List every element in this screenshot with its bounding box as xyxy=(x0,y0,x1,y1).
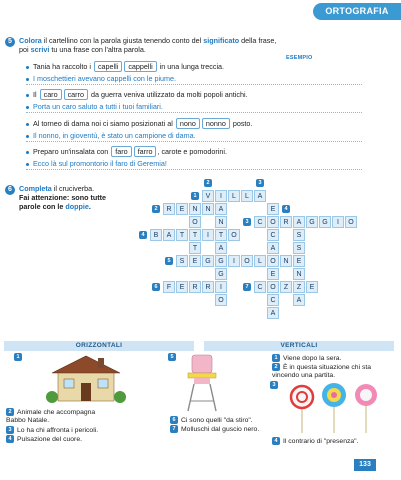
sentence-3: Al torneo di dama noi ci siamo posizionati al nono nonno posto. xyxy=(26,118,252,129)
crossword-cell[interactable]: G xyxy=(215,268,227,280)
crossword-cell[interactable]: C xyxy=(267,229,279,241)
crossword-cell[interactable]: A xyxy=(293,294,305,306)
crossword-cell[interactable]: A xyxy=(267,242,279,254)
crossword-clue-number: 4 xyxy=(282,205,290,213)
word-chip[interactable]: capelli xyxy=(94,61,122,72)
crossword-cell[interactable]: O xyxy=(267,216,279,228)
word-chip[interactable]: cappelli xyxy=(124,61,156,72)
crossword-cell[interactable]: R xyxy=(189,281,201,293)
crossword-cell[interactable]: R xyxy=(202,281,214,293)
crossword-cell[interactable]: E xyxy=(306,281,318,293)
vertical-clue-4: 4 Il contrario di "presenza". xyxy=(272,437,396,446)
crossword-cell[interactable]: G xyxy=(306,216,318,228)
crossword-cell[interactable]: I xyxy=(215,190,227,202)
vertical-clues-title: VERTICALI xyxy=(204,341,394,351)
highchair-icon xyxy=(184,353,220,413)
crossword-cell[interactable]: G xyxy=(202,255,214,267)
vertical-clue-1: 1 Viene dopo la sera. xyxy=(272,354,396,363)
crossword-cell[interactable]: F xyxy=(163,281,175,293)
crossword-clue-number: 7 xyxy=(243,283,251,291)
crossword-cell[interactable]: A xyxy=(293,216,305,228)
crossword-cell[interactable]: G xyxy=(215,255,227,267)
crossword-cell[interactable]: S xyxy=(293,242,305,254)
crossword-cell[interactable]: N xyxy=(189,203,201,215)
crossword-cell[interactable]: O xyxy=(189,216,201,228)
exercise-6-instructions: Completa il cruciverba. Fai attenzione: sono tutte parole con le doppie. xyxy=(19,184,107,211)
house-picture xyxy=(4,353,164,403)
crossword-cell[interactable]: S xyxy=(293,229,305,241)
crossword-cell[interactable]: E xyxy=(176,281,188,293)
sentence-4: Preparo un'insalata con faro farro , carote e pomodorini. xyxy=(26,146,227,157)
crossword-cell[interactable]: C xyxy=(254,216,266,228)
highchair-picture xyxy=(168,353,208,415)
answer-1: I moschettieri avevano cappelli con le piume. xyxy=(26,74,176,84)
crossword-clue-number: 2 xyxy=(152,205,160,213)
crossword-clue-number: 4 xyxy=(139,231,147,239)
word-chip[interactable]: farro xyxy=(134,146,157,157)
example-badge: ESEMPIO xyxy=(286,55,313,61)
crossword-cell[interactable]: T xyxy=(215,229,227,241)
horizontal-clues-title: ORIZZONTALI xyxy=(4,341,194,351)
crossword-cell[interactable]: O xyxy=(215,294,227,306)
crossword-cell[interactable]: I xyxy=(228,255,240,267)
sentence-2: Il caro carro da guerra veniva utilizzato da molti popoli antichi. xyxy=(26,89,248,100)
horizontal-clue-2: 2 Animale che accompagna Babbo Natale. xyxy=(6,408,96,425)
crossword-cell[interactable]: A xyxy=(215,242,227,254)
crossword-cell[interactable]: A xyxy=(215,203,227,215)
crossword-cell[interactable]: E xyxy=(176,203,188,215)
crossword-cell[interactable]: C xyxy=(254,281,266,293)
crossword-cell[interactable]: A xyxy=(267,307,279,319)
exercise-5-instructions: Colora il cartellino con la parola giusta tenendo conto del significato della frase, poi scrivi tu una frase con l'altra parola. xyxy=(19,36,277,54)
crossword-cell[interactable]: R xyxy=(280,216,292,228)
page-number: 133 xyxy=(354,459,376,471)
crossword-cell[interactable]: L xyxy=(241,190,253,202)
word-chip[interactable]: faro xyxy=(111,146,131,157)
crossword-cell[interactable]: T xyxy=(189,242,201,254)
crossword-cell[interactable]: I xyxy=(332,216,344,228)
crossword-cell[interactable]: V xyxy=(202,190,214,202)
word-chip[interactable]: nonno xyxy=(202,118,230,129)
crossword-clue-number: 3 xyxy=(256,179,264,187)
crossword-cell[interactable]: T xyxy=(189,229,201,241)
horizontal-clue-6: 6 Ci sono quelli "da stiro". xyxy=(170,416,270,425)
answer-2: Porta un caro saluto a tutti i tuoi familiari. xyxy=(26,102,163,112)
house-icon xyxy=(46,353,126,403)
crossword-cell[interactable]: B xyxy=(150,229,162,241)
crossword-clue-number: 5 xyxy=(165,257,173,265)
crossword-cell[interactable]: E xyxy=(267,268,279,280)
crossword-cell[interactable]: E xyxy=(189,255,201,267)
section-tag: ORTOGRAFIA xyxy=(313,3,401,20)
answer-3: Il nonno, in gioventù, è stato un campione di dama. xyxy=(26,131,196,141)
crossword-cell[interactable]: E xyxy=(267,203,279,215)
crossword-cell[interactable]: N xyxy=(215,216,227,228)
crossword-clue-number: 1 xyxy=(191,192,199,200)
word-chip[interactable]: carro xyxy=(64,89,88,100)
crossword-cell[interactable]: I xyxy=(215,281,227,293)
lollipops-icon xyxy=(282,381,392,435)
crossword-cell[interactable]: A xyxy=(254,190,266,202)
crossword-clue-number: 2 xyxy=(204,179,212,187)
word-chip[interactable]: caro xyxy=(40,89,62,100)
crossword-cell[interactable]: N xyxy=(280,255,292,267)
crossword-cell[interactable]: E xyxy=(293,255,305,267)
crossword-cell[interactable]: L xyxy=(228,190,240,202)
crossword-cell[interactable]: Z xyxy=(280,281,292,293)
exercise-5-number: 5 xyxy=(5,37,15,47)
crossword-clue-number: 3 xyxy=(243,218,251,226)
horizontal-clue-3: 3 Lo ha chi affronta i pericoli. xyxy=(6,426,166,435)
answer-4: Ecco là sul promontorio il faro di Geremia! xyxy=(26,159,167,169)
exercise-6-number: 6 xyxy=(5,185,15,195)
sentence-1: Tania ha raccolto i capelli cappelli in una lunga treccia. xyxy=(26,61,224,72)
crossword-cell[interactable]: A xyxy=(163,229,175,241)
crossword-cell[interactable]: S xyxy=(176,255,188,267)
clue-number: 3 xyxy=(270,381,278,389)
crossword-cell[interactable]: O xyxy=(345,216,357,228)
crossword-cell[interactable]: C xyxy=(267,294,279,306)
crossword-cell[interactable]: Z xyxy=(293,281,305,293)
crossword-clue-number: 6 xyxy=(152,283,160,291)
crossword-cell[interactable]: O xyxy=(267,255,279,267)
crossword-cell[interactable]: O xyxy=(228,229,240,241)
clue-number: 1 xyxy=(14,353,22,361)
crossword-cell[interactable]: O xyxy=(267,281,279,293)
crossword-cell[interactable]: G xyxy=(319,216,331,228)
horizontal-clue-7: 7 Molluschi dal guscio nero. xyxy=(170,425,260,434)
crossword-cell[interactable]: L xyxy=(254,255,266,267)
crossword-cell[interactable]: N xyxy=(293,268,305,280)
crossword-cell[interactable]: O xyxy=(241,255,253,267)
clue-number: 5 xyxy=(168,353,176,361)
lollipops-picture xyxy=(270,381,394,437)
crossword-cell[interactable]: R xyxy=(163,203,175,215)
crossword-cell[interactable]: I xyxy=(202,229,214,241)
horizontal-clue-4: 4 Pulsazione del cuore. xyxy=(6,435,166,444)
vertical-clue-2: 2 È in questa situazione chi sta vincendo una partita. xyxy=(272,363,372,380)
crossword-cell[interactable]: T xyxy=(176,229,188,241)
crossword-cell[interactable]: N xyxy=(202,203,214,215)
word-chip[interactable]: nono xyxy=(176,118,200,129)
